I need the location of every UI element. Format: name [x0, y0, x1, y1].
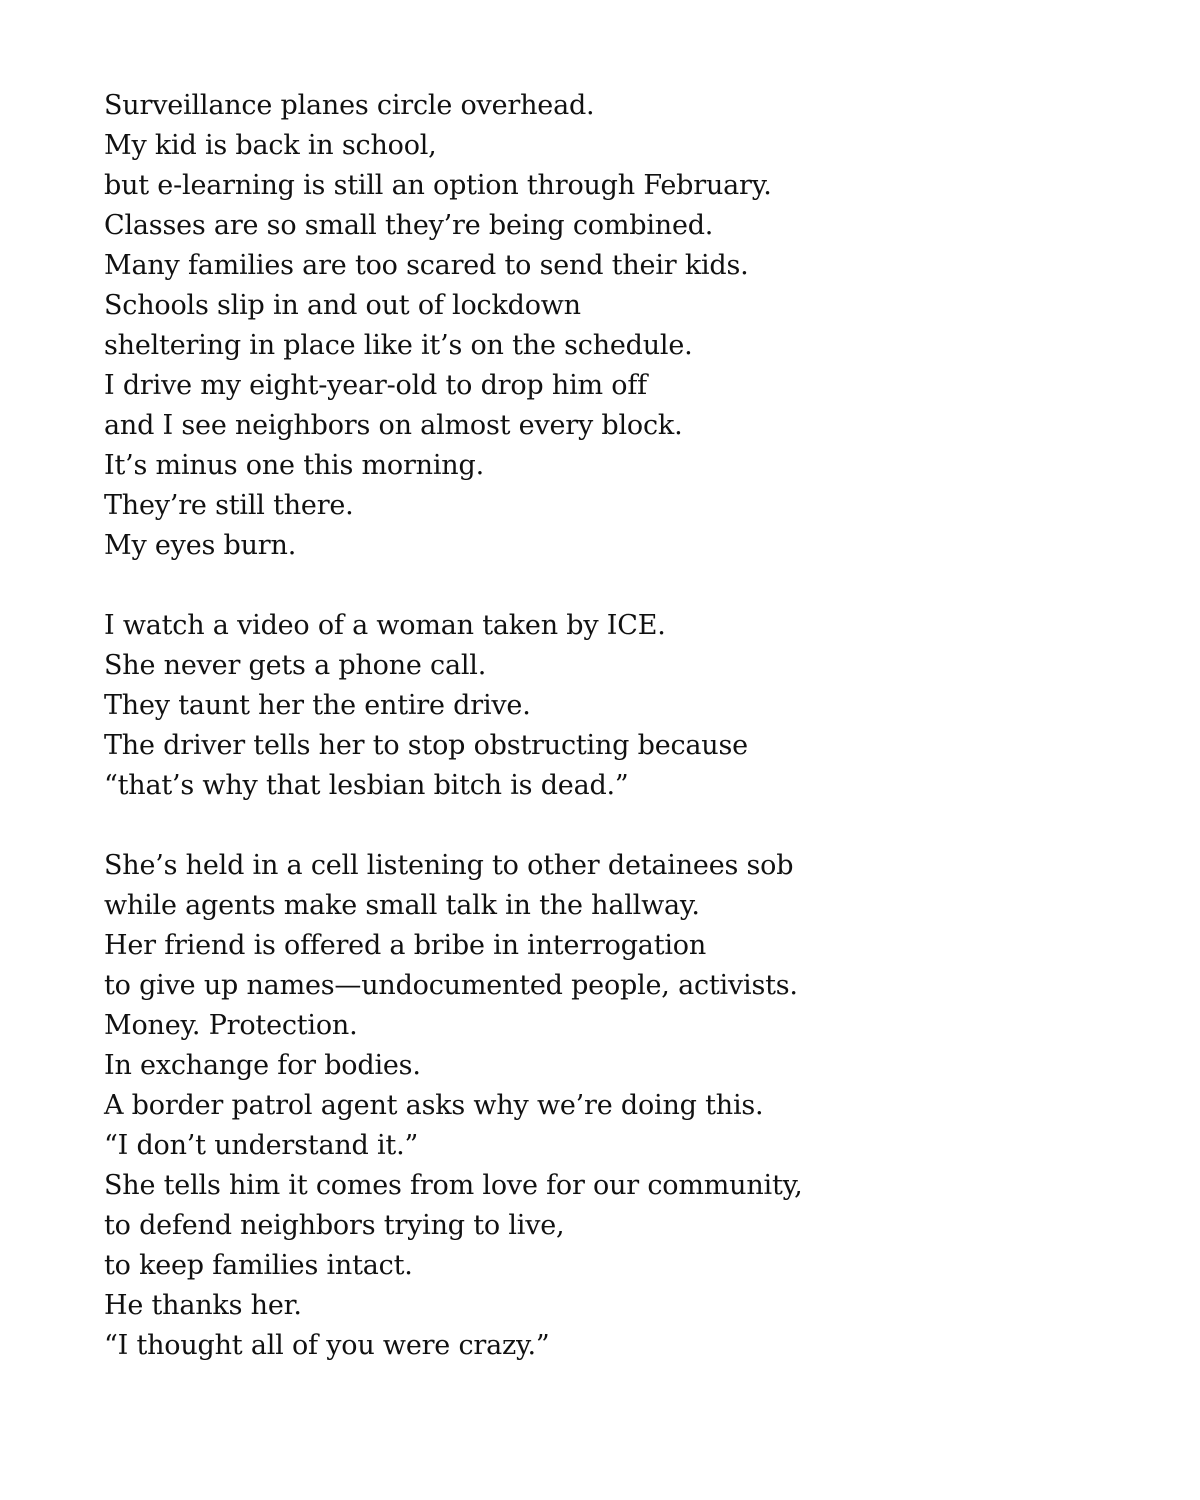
poem-line: but e-learning is still an option through February. — [104, 170, 772, 201]
poem-line: Classes are so small they’re being combined. — [104, 210, 714, 241]
stanza-1 — [104, 86, 1104, 566]
poem-line: She’s held in a cell listening to other detainees sob — [104, 850, 794, 881]
poem-line: I watch a video of a woman taken by ICE. — [104, 610, 666, 641]
stanza-3 — [104, 846, 1104, 1366]
poem-line: He thanks her. — [104, 1290, 302, 1321]
poem-page — [104, 86, 1104, 1366]
poem-line: Many families are too scared to send their kids. — [104, 250, 749, 281]
poem-line: They taunt her the entire drive. — [104, 690, 531, 721]
poem-line: “I don’t understand it.” — [104, 1130, 419, 1161]
poem-line: to give up names—undocumented people, activists. — [104, 970, 798, 1001]
poem-line: while agents make small talk in the hallway. — [104, 890, 700, 921]
poem-line: My kid is back in school, — [104, 130, 437, 161]
poem-line: to defend neighbors trying to live, — [104, 1210, 565, 1241]
poem-line: and I see neighbors on almost every block. — [104, 410, 683, 441]
poem-line: to keep families intact. — [104, 1250, 413, 1281]
poem-line: They’re still there. — [104, 490, 354, 521]
poem-line: Surveillance planes circle overhead. — [104, 90, 595, 121]
poem-line: The driver tells her to stop obstructing because — [104, 730, 748, 761]
poem-line: It’s minus one this morning. — [104, 450, 484, 481]
poem-line: In exchange for bodies. — [104, 1050, 421, 1081]
poem-line: Money. Protection. — [104, 1010, 358, 1041]
poem-line: “I thought all of you were crazy.” — [104, 1330, 550, 1361]
poem-line: “that’s why that lesbian bitch is dead.” — [104, 770, 629, 801]
stanza-2 — [104, 606, 1104, 806]
poem-line: A border patrol agent asks why we’re doing this. — [104, 1090, 764, 1121]
poem-line: sheltering in place like it’s on the schedule. — [104, 330, 693, 361]
poem-line: She never gets a phone call. — [104, 650, 487, 681]
poem-line: Schools slip in and out of lockdown — [104, 290, 581, 321]
poem-line: My eyes burn. — [104, 530, 297, 561]
poem-line: I drive my eight-year-old to drop him off — [104, 370, 647, 401]
poem-line: Her friend is offered a bribe in interrogation — [104, 930, 707, 961]
poem-line: She tells him it comes from love for our community, — [104, 1170, 803, 1201]
